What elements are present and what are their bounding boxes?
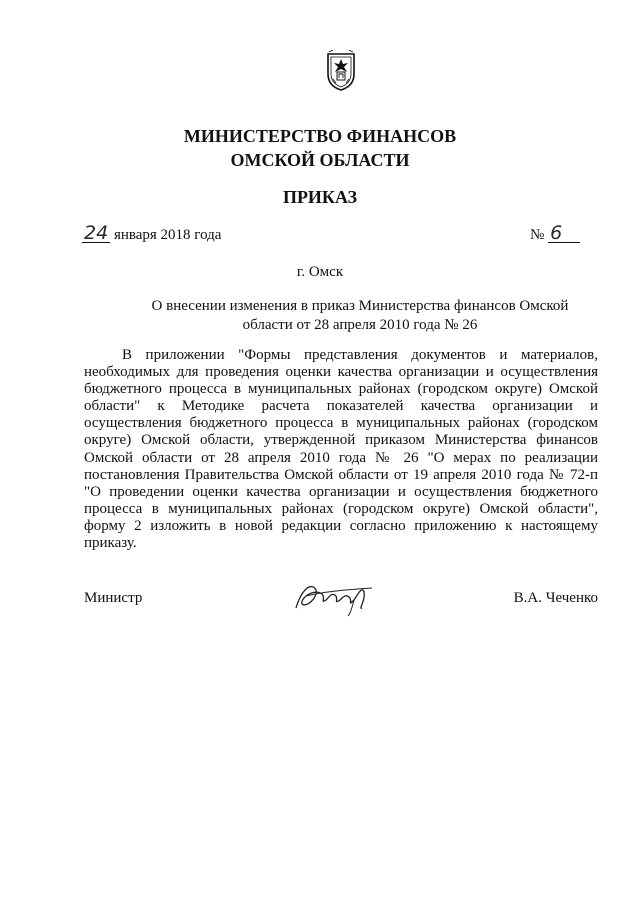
document-type: ПРИКАЗ [282,187,358,207]
number-handwritten: 6 [548,224,580,243]
document-subject [140,297,580,335]
body-paragraph: В приложении "Формы представления документов и материалов, необходимых для проведения оценки качества организации и осуществления бюджетного процесса в муниципальных районах (городском округе) Омской области" к Методике расчета показателей качества организации и осуществления бюджетного процесса в муниципальных районах (городском округе) Омской области, утвержденной приказом Министерства финансов Омской области от 28 апреля 2010 года № 26 "О мерах по реализации постановления Правительства Омской области от 19 апреля 2010 года № 72-п "О проведении оценки качества организации и осуществления бюджетного процесса в муниципальных районах (городском округе) Омской области", форму 2 изложить в новой редакции согласно приложению к настоящему приказу. [84,347,598,552]
signer-name: В.А. Чеченко [513,590,598,606]
document-number [530,224,580,245]
ministry-title [0,124,640,172]
signer-role: Министр [84,590,143,606]
date-day-handwritten: 24 [84,222,109,244]
ministry-title-line1: МИНИСТЕРСТВО ФИНАНСОВ [183,126,457,146]
ministry-title-line2: ОМСКОЙ ОБЛАСТИ [230,150,410,170]
handwritten-signature-icon [292,578,376,618]
date-month-year: января 2018 года [113,227,222,243]
number-sign: № [530,227,545,243]
subject-line1: О внесении изменения в приказ Министерства финансов Омской [151,298,569,314]
document-date [82,224,221,245]
document-city: г. Омск [296,264,344,280]
coat-of-arms-icon [325,50,357,92]
subject-line2: области от 28 апреля 2010 года № 26 [242,317,478,333]
